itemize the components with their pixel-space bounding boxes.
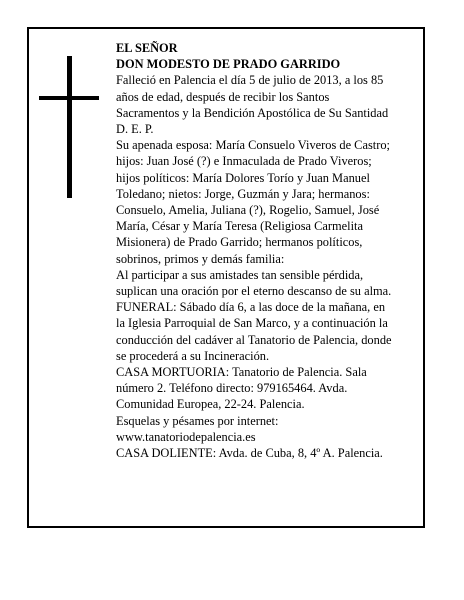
text-line: Falleció en Palencia el día 5 de julio de 2013, a los 85 [116,73,384,88]
text-line: Consuelo, Amelia, Juliana (?), Rogelio, Samuel, José [116,203,380,218]
text-line: Misionera) de Prado Garrido; hermanos políticos, [116,235,363,250]
text-line: hijos: Juan José (?) e Inmaculada de Prado Viveros; [116,154,372,169]
text-line: D. E. P. [116,122,154,137]
website-link[interactable]: www.tanatoriodepalencia.es [116,429,256,444]
text-line: Toledano; nietos: Jorge, Guzmán y Jara; hermanos: [116,186,370,201]
text-line: hijos políticos: María Dolores Torío y Juan Manuel [116,170,370,185]
text-line: Comunidad Europea, 22-24. Palencia. [116,397,305,412]
text-line: Su apenada esposa: María Consuelo Viveros de Castro; [116,138,390,153]
text-line: Sacramentos y la Bendición Apostólica de Su Santidad [116,105,389,120]
heading-deceased-name: DON MODESTO DE PRADO GARRIDO [116,57,341,72]
text-line: suplican una oración por el eterno descanso de su alma. [116,284,392,299]
cross-horizontal-bar [39,96,99,100]
text-line: Esquelas y pésames por internet: [116,413,279,428]
text-line: la Iglesia Parroquial de San Marco, y a continuación la [116,316,388,331]
heading-title: EL SEÑOR [116,41,178,55]
text-line: se procederá a su Incineración. [116,348,270,363]
obituary-notice [27,27,425,528]
cross-icon [39,56,99,198]
text-line: CASA DOLIENTE: Avda. de Cuba, 8, 4º A. Palencia. [116,446,383,461]
text-line: FUNERAL: Sábado día 6, a las doce de la mañana, en [116,300,386,315]
text-line: conducción del cadáver al Tanatorio de Palencia, donde [116,332,392,347]
text-line: CASA MORTUORIA: Tanatorio de Palencia. Sala [116,365,367,380]
text-line: sobrinos, primos y demás familia: [116,251,285,266]
obituary-text [116,40,421,461]
text-line: Al participar a sus amistades tan sensible pérdida, [116,267,364,282]
text-line: María, César y María Teresa (Religiosa Carmelita [116,219,363,234]
text-line: número 2. Teléfono directo: 979165464. Avda. [116,381,348,396]
cross-vertical-bar [67,56,72,198]
text-line: años de edad, después de recibir los Santos [116,89,330,104]
